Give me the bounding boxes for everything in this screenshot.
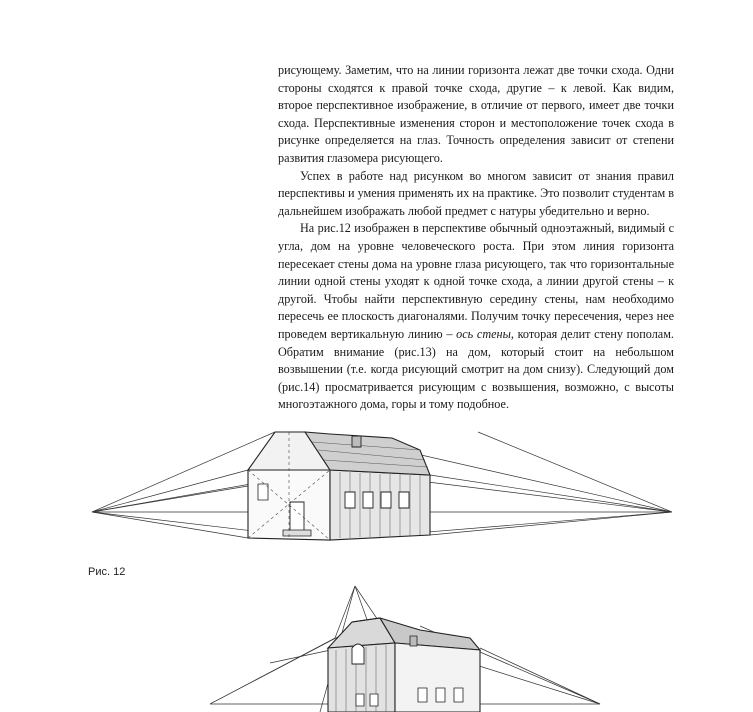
paragraph-2: Успех в работе над рисунком во многом зависит от знания правил перспективы и умения применять их на практике. Это позволит студентам в дальнейшем изображать любой предмет с натуры убедительно и верно.: [278, 168, 674, 218]
paragraph-3: [278, 220, 674, 414]
figure-12-caption: Рис. 12: [88, 566, 126, 578]
body-text: [278, 62, 674, 414]
house-chimney: [410, 636, 417, 646]
figure-12-drawing: [0, 420, 753, 565]
house-window: [345, 492, 355, 508]
house-window: [356, 694, 364, 706]
paragraph-1: рисующему. Заметим, что на линии горизонта лежат две точки схода. Одни стороны сходятся к правой точке схода, другие – к левой. Как видим, второе перспективное изображение, в отличие от первого, имеет две точки схода. Перспективные изменения сторон и местоположение точек схода в рисунке определяется на глаз. Точность определения зависит от степени развития глазомера рисующего.: [278, 63, 674, 165]
house-door: [290, 502, 304, 532]
paragraph-3-text-start: На рис.12 изображен в перспективе обычный одноэтажный, видимый с угла, дом на уровне человеческого роста. При этом линия горизонта пересекает стены дома на уровне глаза рисующего, так что горизонтальные линии одной стены уходят к одной точке схода, а линии другой стены – к другой. Чтобы найти перспективную середину стены, нам необходимо пересечь ее плоскость диагоналями. Получим точку пересечения, через нее проведем вертикальную линию –: [278, 221, 674, 341]
house-gable-window: [258, 484, 268, 500]
figure-13-drawing: [0, 578, 753, 712]
house-window: [436, 688, 445, 702]
house-steps: [283, 530, 311, 536]
paragraph-3-emphasis: ось стены: [456, 326, 511, 341]
house-window: [363, 492, 373, 508]
house-arched-window: [352, 644, 364, 664]
house-window: [381, 492, 391, 508]
paragraph-3-text-end: , которая делит стену пополам. Обратим внимание (рис.13) на дом, который стоит на небольшом возвышении (т.е. когда рисующий смотрит на дом снизу). Следующий дом (рис.14) просматривается рисующим с возвышения, возможно, с высоты многоэтажного дома, горы и тому подобное.: [278, 326, 674, 412]
house-window: [418, 688, 427, 702]
house-window: [454, 688, 463, 702]
house-window: [370, 694, 378, 706]
house-window: [399, 492, 409, 508]
house-chimney: [352, 436, 361, 447]
